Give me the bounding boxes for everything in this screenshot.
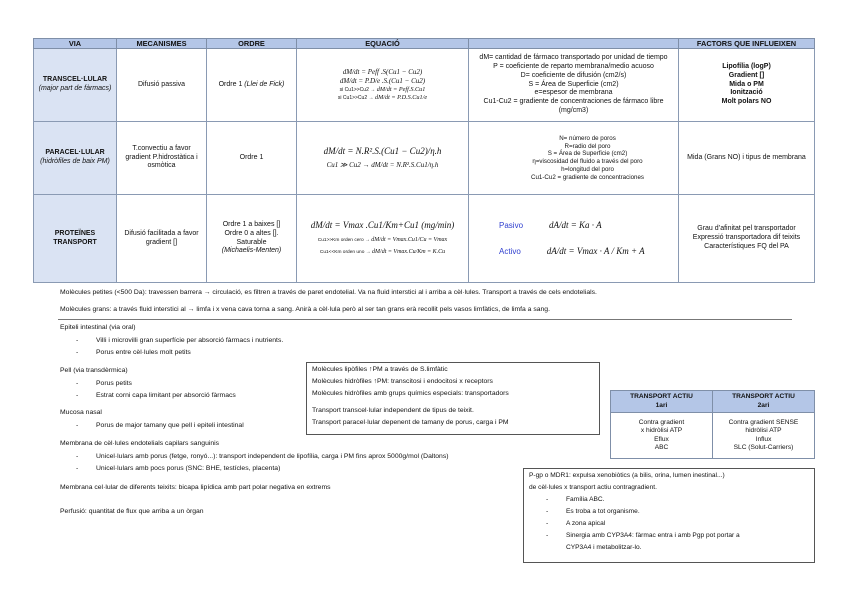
box-line: Molècules hidròfiles ↑PM: transcitosi i endocitosi x receptors [312,378,493,385]
ta-header-1ari [611,391,713,413]
ordre-cell [207,49,297,122]
ta-cell-line: ABC [654,443,669,451]
eq3-cond: si Cu1>>Cu2 → [339,87,376,94]
ta-header-row [611,391,815,413]
membrana-endo-title: Membrana de cèl·lules endotelials capilars sanguinis [60,440,220,447]
ta-cell-line: Contra gradient [638,419,685,427]
mecanisme-cell: Difusió passiva [117,49,207,122]
factors-cell [679,195,815,283]
pgp-item: Família ABC. [566,496,605,503]
activo-row [499,246,676,258]
header-row [34,39,815,49]
separator-line [58,319,792,320]
equacio-cell [297,195,469,283]
row-transcelular [34,49,815,122]
eq3-text: dM/dt = Vmax.Cu/Km = K.Cu [372,249,446,256]
via-paracelular [34,122,117,195]
factor-line: Lipofília (logP) [722,63,771,71]
bullet-dash: - [546,496,549,503]
note-grans: Molècules grans: a través fluid interstici al → limfa i x vena cava torna a sang. Anirà a cèl·lula però al ser tan grans erà recollit pels vasos limfàtics, de limfa a sang. [60,306,550,313]
def-line: S = Área de Superficie (cm2) [528,80,619,88]
eq2-cond: Cu1>>Km orden cero → [317,237,370,243]
via-title: PARACEL·LULAR [45,149,105,157]
factor-line: Mida o PM [729,80,764,88]
pgp-title: P-gp o MDR1: expulsa xenobiòtics (a bilis, orina, lumen inestinal...) [529,472,725,479]
equation-3 [299,249,466,257]
defs-cell [469,122,679,195]
ordre-cell [207,195,297,283]
factors-cell [679,49,815,122]
factor-line: Característiques FQ del PA [704,242,789,250]
ta-cell-line: Contra gradient SENSE [728,419,799,427]
def-line: N= número de poros [559,134,616,142]
pasivo-label: Pasivo [499,220,524,230]
bullet-dash: - [76,422,79,429]
ordre-line: (Michaelis-Menten) [221,247,282,255]
box-line: Molècules hidròfiles amb grups químics especials: transportadors [312,390,509,397]
via-subtitle: (hidròfiles de baix PM) [40,158,110,165]
def-line: e=espesor de membrana [534,89,613,97]
header-ordre: ORDRE [207,39,297,49]
mucosa-item: Porus de major tamany que pell i epiteli intestinal [96,422,244,429]
ta-header-text: TRANSPORT ACTIU [732,393,795,401]
pell-title: Pell (via transdèrmica) [60,367,128,374]
def-line: P = coeficiente de reparto membrana/medio acuoso [493,63,654,71]
def-line: dM= cantidad de fármaco transportado por unidad de tiempo [479,54,668,62]
header-mecanismes: MECANISMES [117,39,207,49]
pgp-item: Sinergia amb CYP3A4: fàrmac entra i amb Pgp pot portar a [566,532,740,539]
bullet-dash: - [546,532,549,539]
equation-1: dM/dt = N.R².S.(Cu1 − Cu2)/η.h [323,145,442,156]
pgp-item: Es troba a tot organisme. [566,508,640,515]
ordre-text: Ordre 1 [218,80,243,88]
ta-header-text: TRANSPORT ACTIU [630,393,693,401]
box-line: Transport transcel·lular independent de tipus de teixit. [312,407,474,414]
membrana-cel: Membrana cel·lular de diferents teixits: bicapa lipídica amb part polar negativa en extrems [60,484,331,491]
box-line: Molècules lipòfiles ↑PM a través de S.limfàtic [312,366,448,373]
ta-cell-line: x hidròlisi ATP [640,427,683,435]
membrana-endo-item: Unicel·lulars amb pocs porus (SNC: BHE, testícles, placenta) [96,465,281,472]
factor-line: Grau d’afinitat pel transportador [697,225,796,233]
perfusio: Perfusió: quantitat de flux que arriba a un òrgan [60,508,204,515]
eq4-text: dM/dt = P.D.S.Cu1/e [375,94,428,102]
header-factors: FACTORS QUE INFLUEIXEN [679,39,815,49]
via-subtitle: (major part de fàrmacs) [38,85,112,92]
equation-2: dM/dt = P.D/e .S.(Cu1 − Cu2) [339,76,426,85]
eq3-cond: Cu1<<Km orden uno → [319,250,371,256]
factor-line: Ionització [730,89,763,97]
pgp-item: CYP3A4 i metabolitzar-lo. [566,544,642,551]
equation-2 [299,161,466,170]
pell-item: Porus petits [96,380,132,387]
bullet-dash: - [76,337,79,344]
activo-label: Activo [499,246,521,256]
header-blank [469,39,679,49]
def-line: R=radio del poro [564,142,611,150]
def-line: η=viscosidad del fluido a través del poro [532,158,643,165]
pasivo-row [499,220,676,232]
ta-col-1ari [611,413,713,459]
equation-1: dM/dt = Vmax .Cu1/Km+Cu1 (mg/min) [310,219,455,230]
factor-line: Expressió transportadora dif teixits [692,234,801,242]
ta-cell-line: Influx [755,435,772,443]
ordre-cell: Ordre 1 [207,122,297,195]
def-line: S = Área de Superficie (cm2) [547,150,628,158]
box-line: Transport paracel·lular depenent de tamany de porus, carga i PM [312,419,509,426]
eq2-text: dM/dt = N.R².S.Cu1/η.h [371,161,439,170]
ta-cell-line: Eflux [654,435,669,443]
via-proteines: PROTEÏNES TRANSPORT [34,195,117,283]
ordre-line: Ordre 0 a altes []. [224,229,279,237]
factors-cell: Mida (Grans NO) i tipus de membrana [679,122,815,195]
equacio-cell [297,122,469,195]
ta-body-row [611,413,815,459]
row-proteines [34,195,815,283]
pgp-item: A zona apical [566,520,606,527]
bullet-dash: - [76,349,79,356]
bullet-dash: - [546,508,549,515]
def-line: h=longitud del poro [561,165,614,173]
pgp-title: de cèl·lules x transport actiu contragradient. [529,484,657,491]
epiteli-item: Porus entre cèl·lules molt petits [96,349,191,356]
ta-cell-line: SLC (Solut-Carriers) [733,443,794,451]
def-line: Cu1-Cu2 = gradiente de concentraciones [531,173,644,181]
via-title: TRANSCEL·LULAR [42,76,108,84]
factor-line: Gradient [] [728,71,765,79]
equation-2 [299,237,466,245]
eq2-cond: Cu1 ≫ Cu2 → [326,161,370,170]
main-table [33,38,815,283]
bullet-dash: - [546,520,549,527]
eq3-text: dM/dt = Peff.S.Cu1 [376,86,426,94]
mecanisme-cell: T.convectiu a favor gradient P.hidrostàtica i osmòtica [117,122,207,195]
eq4-cond: si Cu1>>Cu2 → [337,95,374,102]
activo-equation: dA/dt = Vmax · A / Km + A [546,245,645,256]
defs-cell [469,49,679,122]
pasivo-activo-cell [469,195,679,283]
header-via: VIA [34,39,117,49]
equacio-cell [297,49,469,122]
via-transcelular [34,49,117,122]
bullet-dash: - [76,453,79,460]
ta-header-text: 1ari [655,401,668,409]
def-line: Cu1-Cu2 = gradiente de concentraciones de fármaco libre (mg/cm3) [483,98,664,114]
ta-header-2ari [713,391,815,413]
epiteli-item: Villi i microvilli gran superfície per absorció fàrmacs i nutrients. [96,337,284,344]
factor-line: Molt polars NO [721,98,772,106]
bullet-dash: - [76,380,79,387]
bullet-dash: - [76,392,79,399]
equation-1: dM/dt = Peff .S(Cu1 − Cu2) [342,67,423,76]
header-equacio: EQUACIÓ [297,39,469,49]
row-paracelular [34,122,815,195]
ta-cell-line: hidròlisi ATP [745,427,782,435]
mecanisme-cell: Difusió facilitada a favor gradient [] [117,195,207,283]
mucosa-title: Mucosa nasal [60,409,102,416]
ordre-line: Ordre 1 a baixes [] [222,221,281,228]
pgp-box [523,468,815,563]
pell-item: Estrat corni capa limitant per absorció fàrmacs [96,392,236,399]
molecules-box [306,362,600,435]
ta-header-text: 2ari [757,401,770,409]
membrana-endo-item: Unicel·lulars amb porus (fetge, ronyó...): transport independent de lipofília, carga i PM fins aprox 5000g/mol (Daltons) [96,453,449,460]
ordre-line: Saturable [236,238,267,246]
ta-col-2ari [713,413,815,459]
ordre-sub: (Llei de Fick) [244,80,285,88]
bullet-dash: - [76,465,79,472]
note-petites: Molècules petites (<500 Da): travessen barrera → circulació, es filtren a través de paret endotelial. Va na fluid interstici al i arriba a cèl·lules. Transport a través de cels endotelials. [60,289,597,296]
transport-actiu-table [610,390,815,459]
epiteli-title: Epiteli intestinal (via oral) [60,324,136,331]
equation-4 [299,94,466,102]
def-line: D= coeficiente de difusión (cm2/s) [520,71,627,79]
equation-3 [299,86,466,94]
eq2-text: dM/dt = Vmax.Cu1/Cu = Vmax [371,236,448,243]
pasivo-equation: dA/dt = Ka · A [548,219,602,230]
